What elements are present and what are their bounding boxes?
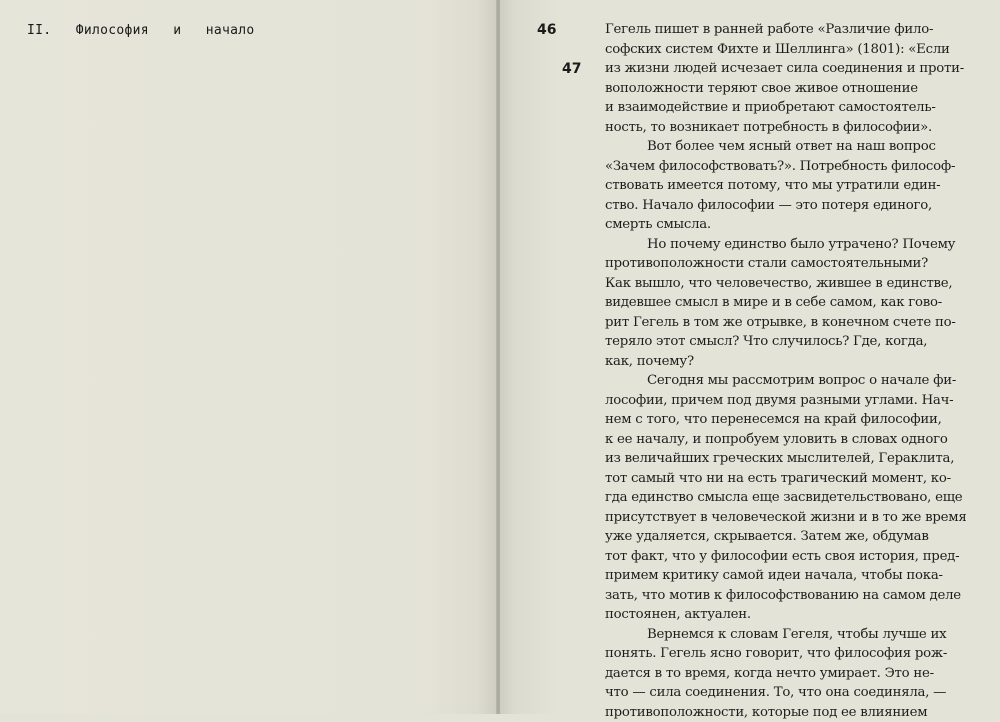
text-line: примем критику самой идеи начала, чтобы пока- [605, 566, 985, 586]
text-line: противоположности, которые под ее влиянием [605, 703, 985, 722]
text-line: ствовать имеется потому, что мы утратили един- [605, 176, 985, 196]
text-line: и взаимодействие и приобретают самостоятель- [605, 98, 985, 118]
text-line: нем с того, что перенесемся на край философии, [605, 410, 985, 430]
text-line: понять. Гегель ясно говорит, что философия рож- [605, 644, 985, 664]
text-line: ность, то возникает потребность в философии». [605, 118, 985, 138]
text-line: из жизни людей исчезает сила соединения и проти- [605, 59, 985, 79]
text-line: из величайших греческих мыслителей, Гераклита, [605, 449, 985, 469]
margin-page-number-46: 46 [537, 22, 556, 38]
text-line: лософии, причем под двумя разными углами. Нач- [605, 391, 985, 411]
text-line: теряло этот смысл? Что случилось? Где, когда, [605, 332, 985, 352]
text-line: Как вышло, что человечество, жившее в единстве, [605, 274, 985, 294]
text-line: уже удаляется, скрывается. Затем же, обдумав [605, 527, 985, 547]
left-page [0, 0, 497, 714]
text-line: Вот более чем ясный ответ на наш вопрос [605, 137, 985, 157]
margin-page-number-47: 47 [562, 61, 581, 77]
text-line: софских систем Фихте и Шеллинга» (1801): «Если [605, 40, 985, 60]
text-line: присутствует в человеческой жизни и в то же время [605, 508, 985, 528]
text-line: постоянен, актуален. [605, 605, 985, 625]
text-line: гда единство смысла еще засвидетельствовано, еще [605, 488, 985, 508]
text-line: видевшее смысл в мире и в себе самом, как гово- [605, 293, 985, 313]
text-line: рит Гегель в том же отрывке, в конечном счете по- [605, 313, 985, 333]
text-line: «Зачем философствовать?». Потребность философ- [605, 157, 985, 177]
text-line: воположности теряют свое живое отношение [605, 79, 985, 99]
body-text [605, 20, 985, 722]
text-line: тот самый что ни на есть трагический момент, ко- [605, 469, 985, 489]
text-line: дается в то время, когда нечто умирает. Это не- [605, 664, 985, 684]
text-line: Но почему единство было утрачено? Почему [605, 235, 985, 255]
text-line: Вернемся к словам Гегеля, чтобы лучше их [605, 625, 985, 645]
text-line: Сегодня мы рассмотрим вопрос о начале фи- [605, 371, 985, 391]
text-line: тот факт, что у философии есть своя история, пред- [605, 547, 985, 567]
text-line: как, почему? [605, 352, 985, 372]
text-line: что — сила соединения. То, что она соединяла, — [605, 683, 985, 703]
text-line: Гегель пишет в ранней работе «Различие фило- [605, 20, 985, 40]
text-line: зать, что мотив к философствованию на самом деле [605, 586, 985, 606]
text-line: противоположности стали самостоятельными? [605, 254, 985, 274]
text-line: ство. Начало философии — это потеря единого, [605, 196, 985, 216]
text-line: к ее началу, и попробуем уловить в словах одного [605, 430, 985, 450]
text-line: смерть смысла. [605, 215, 985, 235]
running-head: II. Философия и начало [27, 23, 255, 38]
